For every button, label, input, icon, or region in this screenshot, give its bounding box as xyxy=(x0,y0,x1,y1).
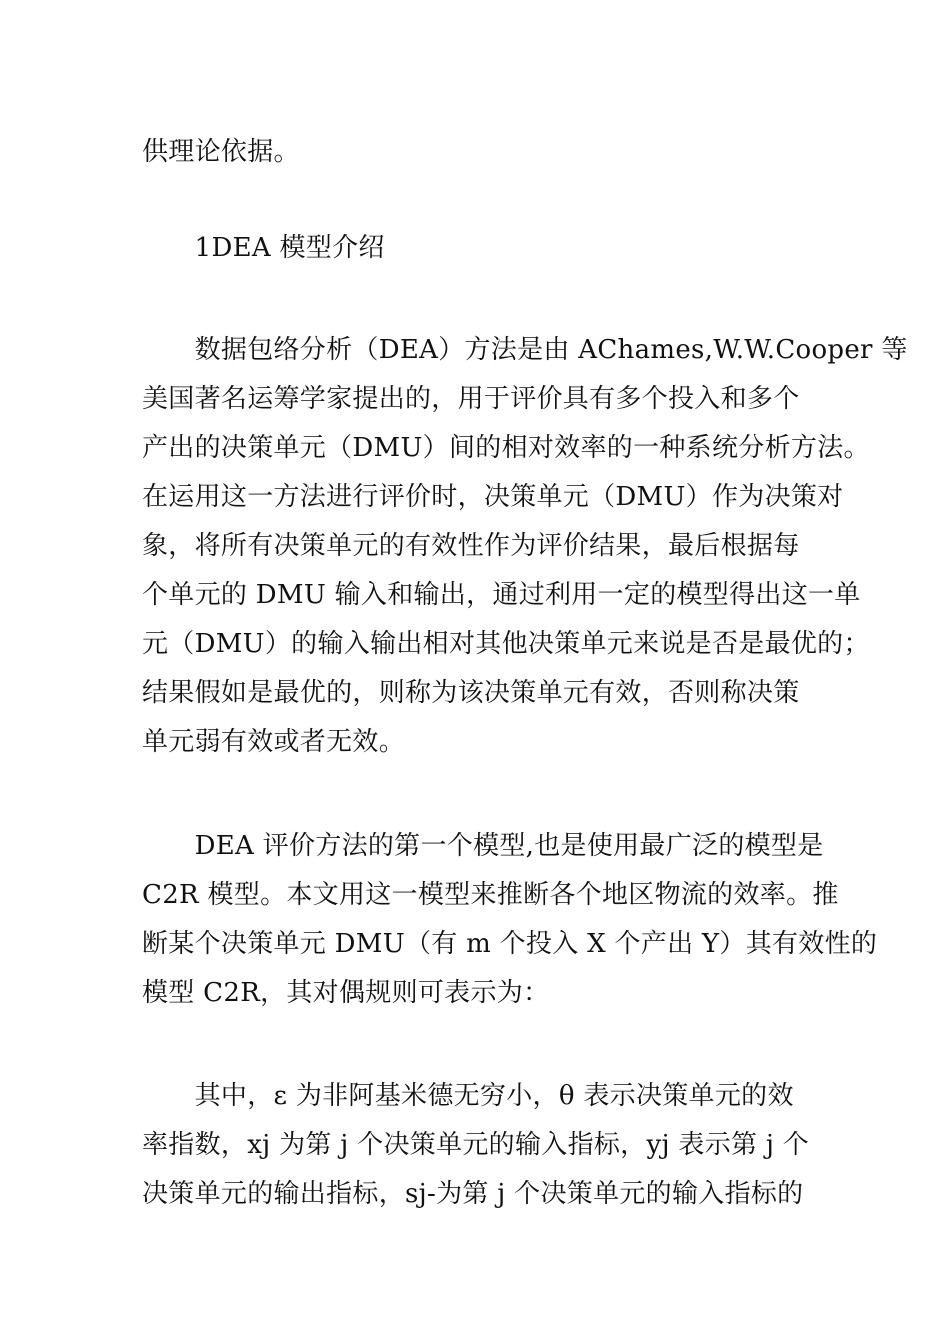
text-line: 决策单元的输出指标，sj-为第 j 个决策单元的输入指标的 xyxy=(142,1179,804,1209)
text-line: 数据包络分析（DEA）方法是由 AChames,W.W.Cooper 等 xyxy=(142,335,908,365)
text-line: 单元弱有效或者无效。 xyxy=(142,727,406,757)
text-line: 个单元的 DMU 输入和输出，通过利用一定的模型得出这一单 xyxy=(142,580,861,610)
text-line: 在运用这一方法进行评价时，决策单元（DMU）作为决策对 xyxy=(142,482,844,512)
text-line: 美国著名运筹学家提出的，用于评价具有多个投入和多个 xyxy=(142,384,800,414)
text-line: 率指数，xj 为第 j 个决策单元的输入指标，yj 表示第 j 个 xyxy=(142,1130,810,1160)
text-line: C2R 模型。本文用这一模型来推断各个地区物流的效率。推 xyxy=(142,880,839,910)
text-line: DEA 评价方法的第一个模型,也是使用最广泛的模型是 xyxy=(142,831,824,861)
text-line: 象，将所有决策单元的有效性作为评价结果，最后根据每 xyxy=(142,531,800,561)
text-line: 产出的决策单元（DMU）间的相对效率的一种系统分析方法。 xyxy=(142,433,870,463)
heading-text: 1DEA 模型介绍 xyxy=(142,233,385,263)
text-line: 模型 C2R，其对偶规则可表示为： xyxy=(142,978,550,1008)
text-line: 结果假如是最优的，则称为该决策单元有效，否则称决策 xyxy=(142,678,800,708)
text-line: 断某个决策单元 DMU（有 m 个投入 X 个产出 Y）其有效性的 xyxy=(142,929,878,959)
text-line: 元（DMU）的输入输出相对其他决策单元来说是否是最优的； xyxy=(142,629,870,659)
text-line: 供理论依据。 xyxy=(142,137,300,167)
text-line: 其中，ε 为非阿基米德无穷小，θ 表示决策单元的效 xyxy=(142,1081,794,1111)
